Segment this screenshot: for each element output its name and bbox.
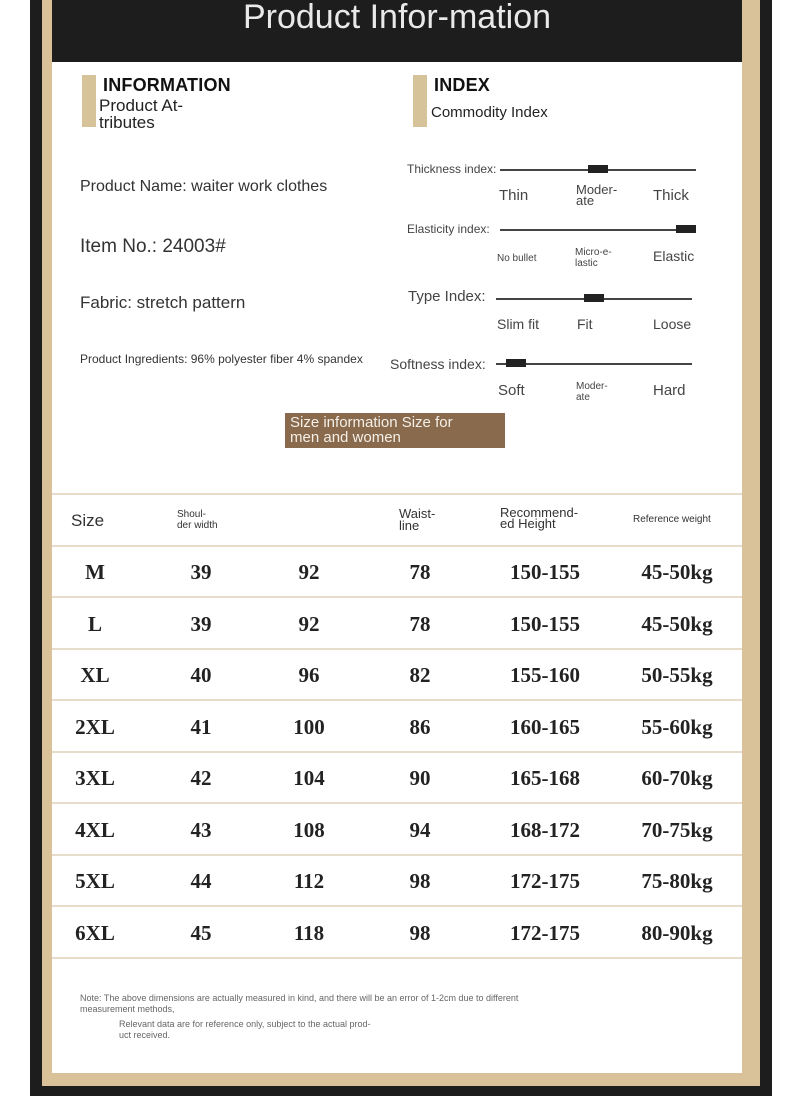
table-cell: 90 xyxy=(409,766,431,790)
table-cell: 92 xyxy=(298,560,320,584)
table-cell: 155-160 xyxy=(510,663,580,687)
table-cell: 165-168 xyxy=(510,766,580,790)
type-option-slim-fit: Slim fit xyxy=(497,316,539,332)
size-information-button[interactable] xyxy=(285,413,505,448)
table-cell: 108 xyxy=(293,817,325,842)
table-cell: 78 xyxy=(409,611,431,636)
table-cell: 172-175 xyxy=(510,869,580,893)
table-cell: 118 xyxy=(293,920,325,945)
header-size: Size xyxy=(71,511,105,530)
table-cell: 160-165 xyxy=(510,714,580,739)
header-height-1: Recommend- xyxy=(500,505,579,520)
softness-option-soft: Soft xyxy=(498,382,525,399)
fabric: Fabric: stretch pattern xyxy=(80,293,246,312)
table-cell: 98 xyxy=(409,869,431,893)
index-heading: INDEX xyxy=(434,75,491,95)
table-cell: 6XL xyxy=(75,920,115,945)
table-cell: M xyxy=(85,560,105,584)
table-cell: 112 xyxy=(293,869,325,893)
size-information-line2: men and women xyxy=(290,429,401,446)
softness-option-moderate-1: Moder- xyxy=(576,381,608,392)
elasticity-option-micro-1: Micro-e- xyxy=(575,247,612,258)
type-option-loose: Loose xyxy=(653,316,692,332)
note-line1: Note: The above dimensions are actually measured in kind, and there will be an error of 1-2cm due to different xyxy=(80,993,519,1003)
table-cell: 92 xyxy=(298,611,320,636)
product-ingredients: Product Ingredients: 96% polyester fiber 4% spandex xyxy=(80,352,363,366)
softness-index-label: Softness index: xyxy=(390,356,486,372)
table-row-divider xyxy=(52,648,742,650)
type-index-label: Type Index: xyxy=(408,288,486,305)
table-header-border xyxy=(52,545,742,547)
thickness-index-label: Thickness index: xyxy=(407,162,497,176)
table-cell: 104 xyxy=(293,766,325,790)
table-cell: 39 xyxy=(190,611,212,636)
softness-option-hard: Hard xyxy=(653,382,686,399)
table-row-divider xyxy=(52,802,742,804)
note-line2: measurement methods, xyxy=(80,1004,175,1014)
table-row-divider xyxy=(52,699,742,701)
table-row-divider xyxy=(52,751,742,753)
table-cell: 75-80kg xyxy=(641,869,713,893)
type-index-marker xyxy=(584,294,604,302)
table-cell: 78 xyxy=(409,560,431,584)
index-accent-bar xyxy=(413,75,427,127)
table-cell: 4XL xyxy=(75,817,115,842)
thickness-option-moderate-2: ate xyxy=(576,193,595,208)
thickness-option-moderate-1: Moder- xyxy=(576,182,618,197)
page-title: Product Infor-mation xyxy=(242,0,552,36)
table-cell: 3XL xyxy=(75,766,115,790)
header-height-2: ed Height xyxy=(500,516,556,531)
table-cell: 55-60kg xyxy=(641,714,713,739)
table-row-divider xyxy=(52,905,742,907)
header-waist-1: Waist- xyxy=(399,506,436,521)
table-row-divider xyxy=(52,854,742,856)
thickness-option-thin: Thin xyxy=(499,187,529,204)
table-cell: 60-70kg xyxy=(641,766,713,790)
table-cell: 41 xyxy=(190,714,212,739)
table-cell: 45 xyxy=(190,920,212,945)
elasticity-option-micro-2: lastic xyxy=(575,258,598,269)
table-cell: L xyxy=(87,611,102,636)
thickness-index-marker xyxy=(588,165,608,173)
item-number: Item No.: 24003# xyxy=(80,236,226,257)
note-line3: Relevant data are for reference only, subject to the actual prod- xyxy=(119,1019,371,1029)
softness-index-marker xyxy=(506,359,526,367)
table-cell: 39 xyxy=(190,560,212,584)
table-cell: 42 xyxy=(190,766,212,790)
table-cell: 45-50kg xyxy=(641,611,713,636)
table-cell: 172-175 xyxy=(510,920,580,945)
elasticity-index-track xyxy=(500,229,696,231)
elasticity-option-elastic: Elastic xyxy=(653,248,695,264)
product-name: Product Name: waiter work clothes xyxy=(80,178,328,195)
table-cell: 50-55kg xyxy=(641,663,713,687)
note-line4: uct received. xyxy=(119,1030,171,1040)
header-shoulder-1: Shoul- xyxy=(177,509,206,520)
table-cell: 100 xyxy=(293,714,325,739)
type-option-fit: Fit xyxy=(577,316,593,332)
table-row-divider xyxy=(52,596,742,598)
table-cell: 2XL xyxy=(75,714,115,739)
table-cell: 80-90kg xyxy=(641,920,713,945)
information-subtitle-line2: tributes xyxy=(99,113,155,132)
table-cell: 150-155 xyxy=(510,560,580,584)
table-cell: 98 xyxy=(409,920,431,945)
elasticity-index-marker xyxy=(676,225,696,233)
information-heading: INFORMATION xyxy=(103,75,231,95)
elasticity-index-label: Elasticity index: xyxy=(407,222,490,236)
header-bar xyxy=(52,0,742,62)
index-subtitle: Commodity Index xyxy=(431,104,548,121)
table-cell: 43 xyxy=(190,817,212,842)
table-top-border xyxy=(52,493,742,495)
header-shoulder-2: der width xyxy=(177,520,218,531)
header-waist-2: line xyxy=(399,518,420,533)
header-reference-weight: Reference weight xyxy=(633,514,711,525)
table-cell: 5XL xyxy=(75,869,115,893)
elasticity-option-no-bullet: No bullet xyxy=(497,253,537,264)
information-accent-bar xyxy=(82,75,96,127)
table-cell: 86 xyxy=(409,714,431,739)
table-cell: 82 xyxy=(409,663,431,687)
table-cell: 150-155 xyxy=(510,611,580,636)
table-cell: 94 xyxy=(409,817,431,842)
table-cell: 44 xyxy=(190,869,212,893)
softness-option-moderate-2: ate xyxy=(576,392,590,403)
table-row-divider xyxy=(52,957,742,959)
table-cell: 96 xyxy=(298,663,320,687)
thickness-option-thick: Thick xyxy=(653,187,689,204)
table-cell: XL xyxy=(80,663,110,687)
size-information-line1: Size information Size for xyxy=(290,414,453,431)
table-cell: 45-50kg xyxy=(641,560,713,584)
information-subtitle-line1: Product At- xyxy=(99,96,184,115)
table-cell: 40 xyxy=(190,663,212,687)
table-cell: 70-75kg xyxy=(641,817,713,842)
table-cell: 168-172 xyxy=(510,817,580,842)
